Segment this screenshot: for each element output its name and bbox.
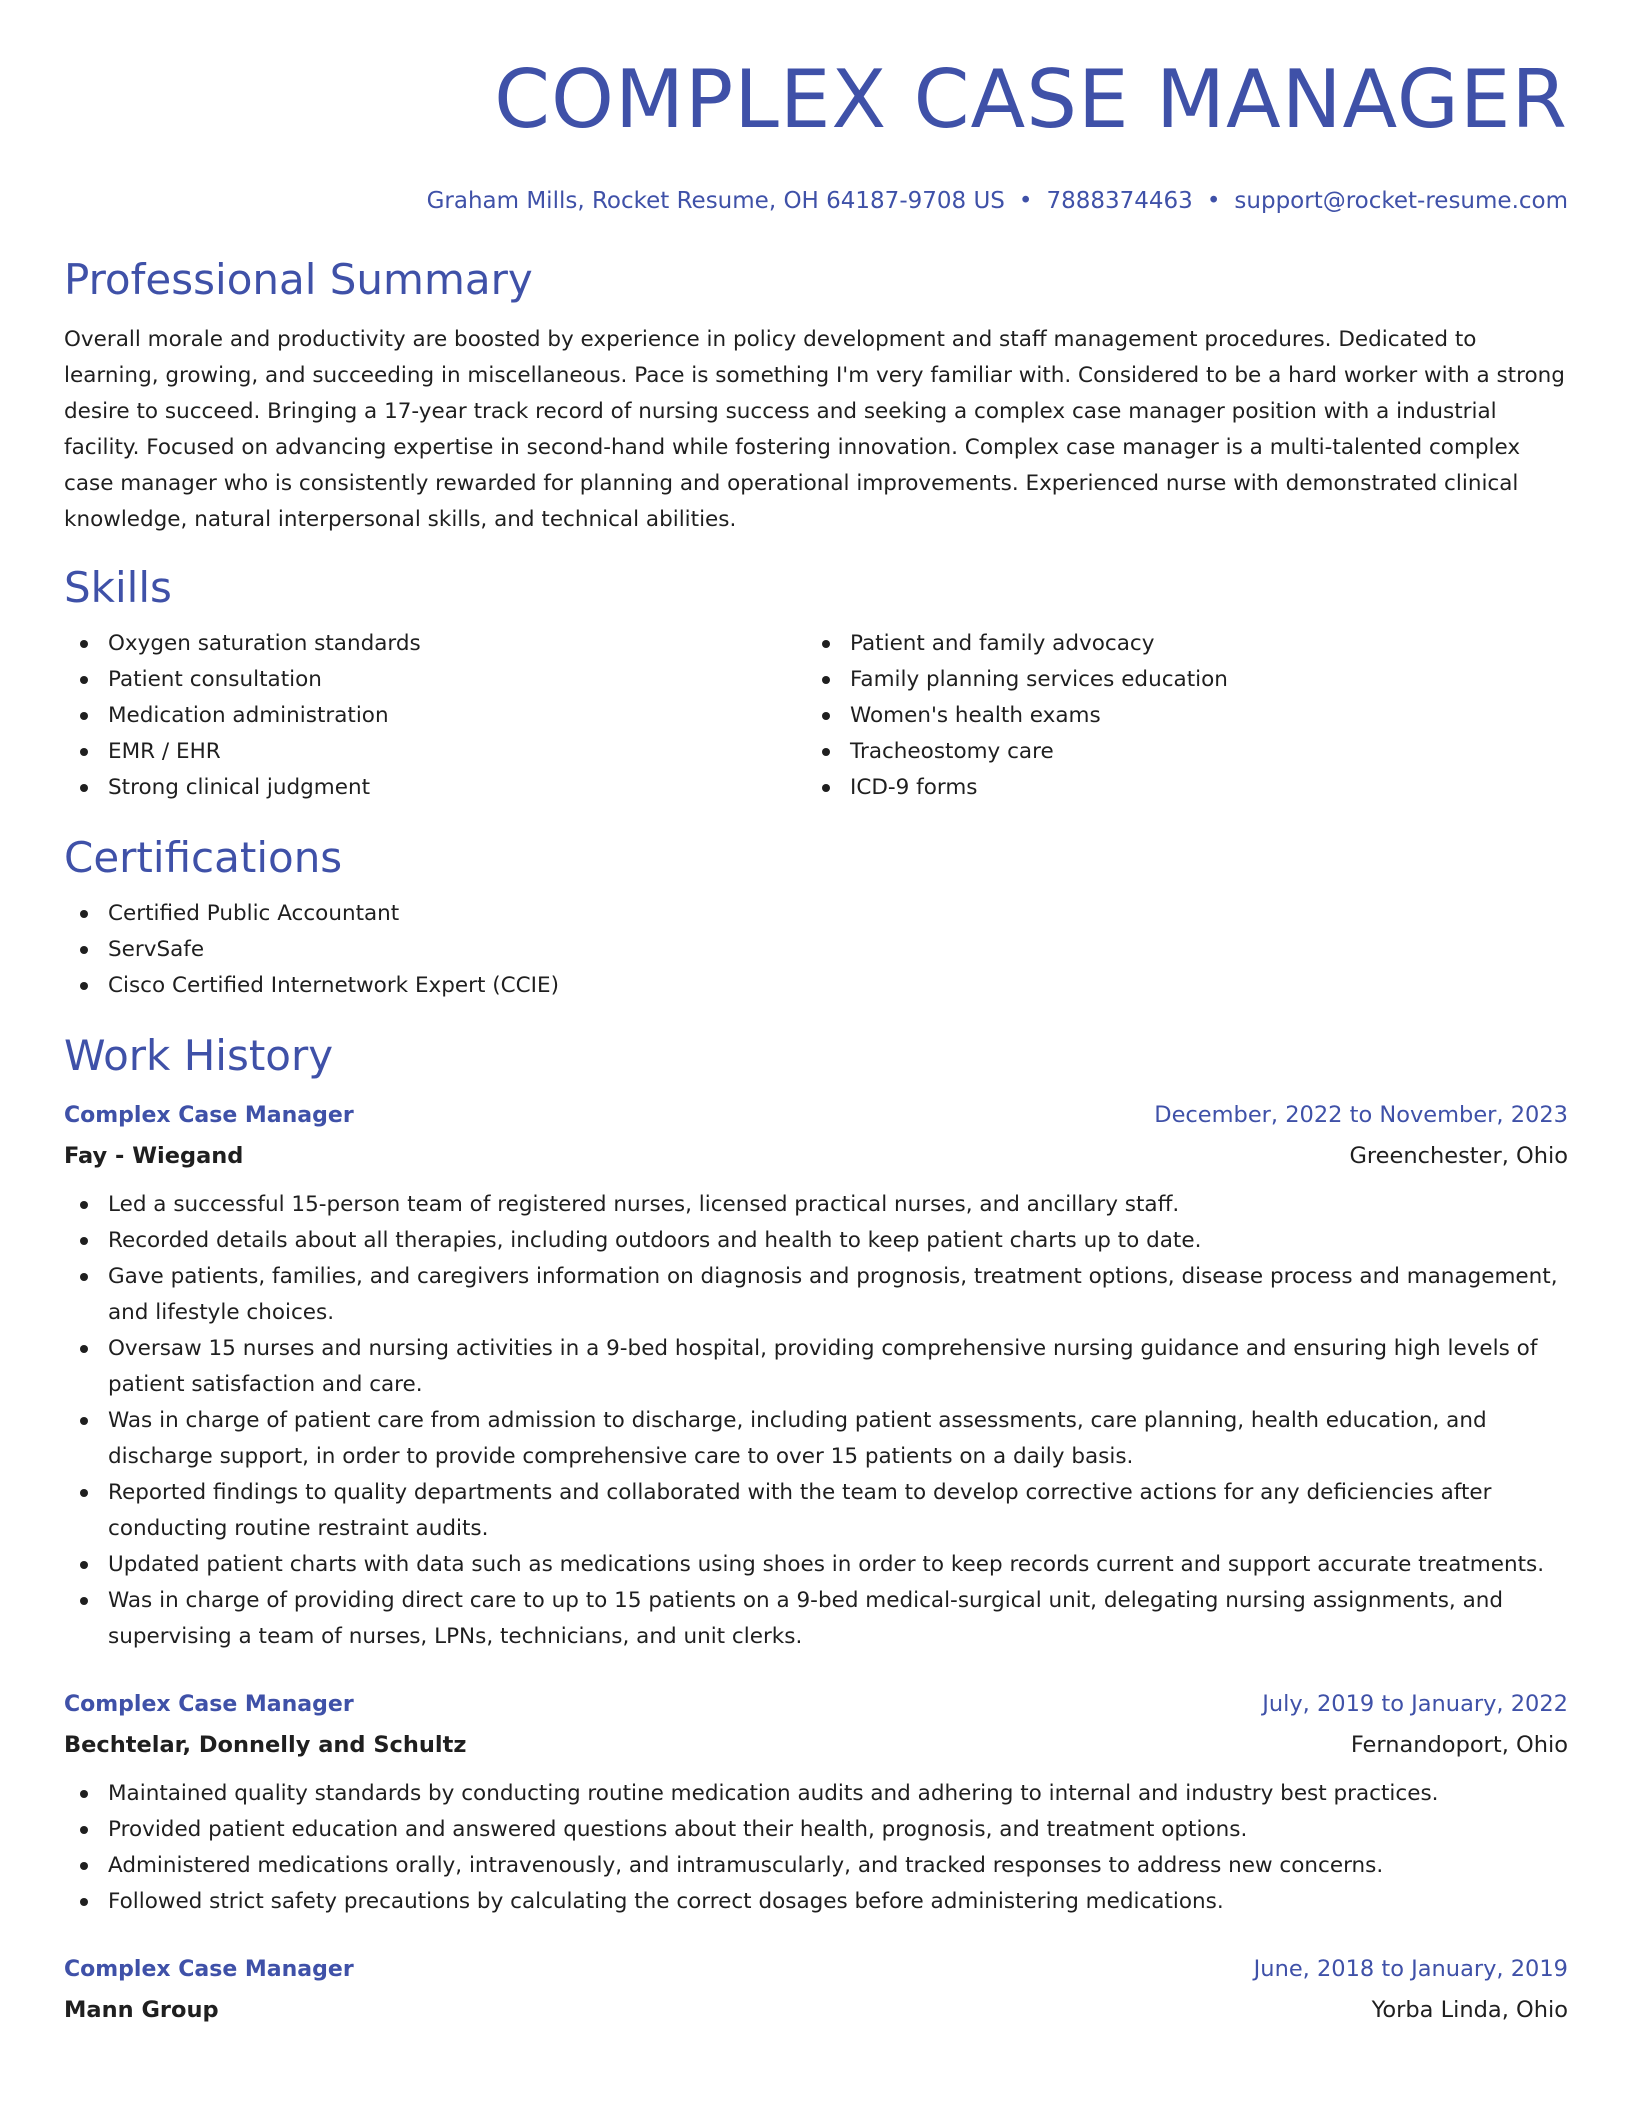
job-subheader [64,1141,1568,1171]
job-entry [64,1689,1568,1920]
skills-list-right [806,626,1568,806]
contact-phone: 7888374463 [1046,188,1193,214]
skill-item: Oxygen saturation standards [64,626,806,662]
certification-item: Cisco Certified Internetwork Expert (CCIE) [64,968,1568,1004]
contact-line [64,186,1568,216]
job-bullet: Was in charge of patient care from admission to discharge, including patient assessments, care planning, health education, and discharge support, in order to provide comprehensive care to over 15 patients on a daily basis. [64,1403,1568,1475]
skill-item: Tracheostomy care [806,734,1568,770]
skills-heading: Skills [64,563,172,612]
job-bullet: Oversaw 15 nurses and nursing activities in a 9-bed hospital, providing comprehensive nursing guidance and ensuring high levels of patient satisfaction and care. [64,1331,1568,1403]
contact-separator: • [1206,188,1221,214]
contact-email: support@rocket-resume.com [1234,188,1568,214]
job-location: Yorba Linda, Ohio [1371,1997,1568,2023]
job-bullet: Administered medications orally, intravenously, and intramuscularly, and tracked responses to address new concerns. [64,1848,1568,1884]
skill-item: Women's health exams [806,698,1568,734]
job-subheader [64,1995,1568,2025]
certifications-list [64,896,1568,1004]
work-history-heading: Work History [64,1031,334,1080]
job-employer: Mann Group [64,1997,219,2023]
job-dates: June, 2018 to January, 2019 [1253,1956,1568,1982]
contact-separator: • [1018,188,1033,214]
job-bullet: Updated patient charts with data such as medications using shoes in order to keep records current and support accurate treatments. [64,1547,1568,1583]
job-bullets [64,1776,1568,1920]
job-employer: Fay - Wiegand [64,1143,244,1169]
job-title: Complex Case Manager [64,1957,354,1982]
job-bullet: Reported findings to quality departments and collaborated with the team to develop corrective actions for any deficiencies after conducting routine restraint audits. [64,1475,1568,1547]
skill-item: Medication administration [64,698,806,734]
job-dates: December, 2022 to November, 2023 [1154,1102,1568,1128]
resume-title: COMPLEX CASE MANAGER [494,53,1568,146]
job-bullet: Maintained quality standards by conducting routine medication audits and adhering to internal and industry best practices. [64,1776,1568,1812]
job-header [64,1689,1568,1720]
job-bullet: Gave patients, families, and caregivers information on diagnosis and prognosis, treatment options, disease process and management, and lifestyle choices. [64,1259,1568,1331]
summary-heading: Professional Summary [64,255,533,304]
job-header [64,1954,1568,1985]
job-bullet: Was in charge of providing direct care to up to 15 patients on a 9-bed medical-surgical unit, delegating nursing assignments, and supervising a team of nurses, LPNs, technicians, and unit clerks. [64,1583,1568,1655]
skill-item: EMR / EHR [64,734,806,770]
job-bullets [64,1187,1568,1655]
skill-item: Patient consultation [64,662,806,698]
job-location: Greenchester, Ohio [1349,1143,1568,1169]
job-bullet: Followed strict safety precautions by calculating the correct dosages before administering medications. [64,1884,1568,1920]
certification-item: Certified Public Accountant [64,896,1568,932]
skill-item: ICD-9 forms [806,770,1568,806]
summary-text: Overall morale and productivity are boosted by experience in policy development and staff management procedures. Dedicated to learning, growing, and succeeding in miscellaneous. Pace is something I'm very familiar with. Considered to be a hard worker with a strong desire to succeed. Bringing a 17-year track record of nursing success and seeking a complex case manager position with a industrial facility. Focused on advancing expertise in second-hand while fostering innovation. Complex case manager is a multi-talented complex case manager who is consistently rewarded for planning and operational improvements. Experienced nurse with demonstrated clinical knowledge, natural interpersonal skills, and technical abilities. [64,327,1565,532]
job-entry [64,1100,1568,1655]
contact-address: Graham Mills, Rocket Resume, OH 64187-9708 US [426,188,1005,214]
job-title: Complex Case Manager [64,1692,354,1717]
job-location: Fernandoport, Ohio [1350,1732,1568,1758]
job-subheader [64,1730,1568,1760]
job-employer: Bechtelar, Donnelly and Schultz [64,1732,467,1758]
job-header [64,1100,1568,1131]
skills-grid [64,626,1568,806]
certification-item: ServSafe [64,932,1568,968]
skills-list-left [64,626,806,806]
skill-item: Patient and family advocacy [806,626,1568,662]
job-bullet: Provided patient education and answered questions about their health, prognosis, and treatment options. [64,1812,1568,1848]
job-entry [64,1954,1568,2025]
job-bullet: Led a successful 15-person team of registered nurses, licensed practical nurses, and ancillary staff. [64,1187,1568,1223]
certifications-heading: Certifications [64,833,343,882]
job-bullet: Recorded details about all therapies, including outdoors and health to keep patient charts up to date. [64,1223,1568,1259]
job-dates: July, 2019 to January, 2022 [1262,1691,1568,1717]
skill-item: Strong clinical judgment [64,770,806,806]
job-title: Complex Case Manager [64,1103,354,1128]
skill-item: Family planning services education [806,662,1568,698]
